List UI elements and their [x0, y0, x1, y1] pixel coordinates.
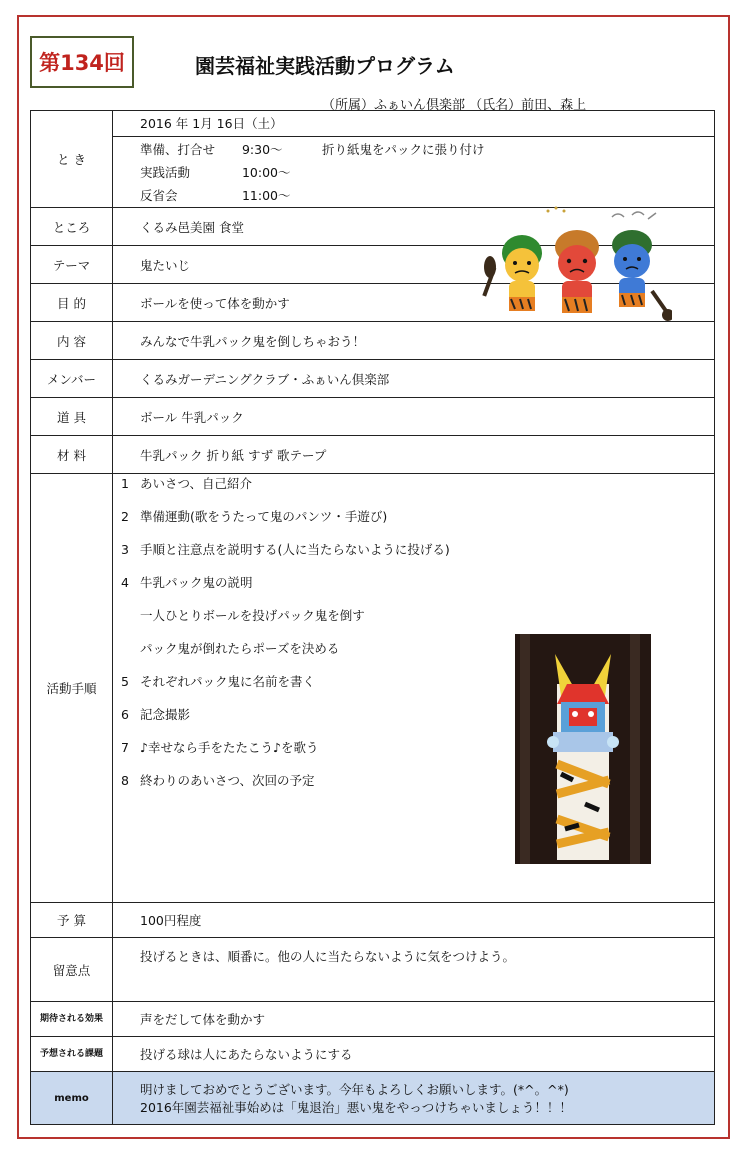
kadai-label: 予想される課題 — [39, 1048, 103, 1059]
step-item: 6 記念撮影 — [121, 707, 191, 722]
step-item: 7 ♪幸せなら手をたたこう♪を歌う — [121, 740, 319, 755]
yosan-label: 予 算 — [31, 903, 113, 938]
dougu-label: 道 具 — [31, 398, 113, 436]
memo-line-1: 明けましておめでとうございます。今年もよろしくお願いします。(*^。^*) — [140, 1082, 569, 1097]
milk-carton-oni-photo — [515, 634, 651, 864]
session-badge: 第134回 — [30, 36, 134, 88]
kadai-value: 投げる球は人にあたらないようにする — [113, 1037, 715, 1072]
oni-yellow — [482, 235, 542, 311]
kouka-label: 期待される効果 — [39, 1013, 103, 1024]
member-value: くるみガーデニングクラブ・ふぁいん倶楽部 — [113, 360, 715, 398]
toki-date: 2016 年 1月 16日（土） — [113, 112, 714, 137]
toki-schedule — [113, 137, 714, 207]
oni-red — [547, 207, 600, 314]
ryuuiten-value: 投げるときは、順番に。他の人に当たらないように気をつけよう。 — [113, 938, 715, 1002]
step-item: 4 牛乳パック鬼の説明 — [121, 575, 253, 590]
schedule-item: 実践活動 10:00〜 — [140, 164, 291, 180]
theme-value: 鬼たいじ — [113, 246, 715, 284]
carton-oni-image — [515, 634, 651, 864]
kouka-value: 声をだして体を動かす — [113, 1002, 715, 1037]
schedule-item: 準備、打合せ 9:30〜 折り紙鬼をパックに張り付け — [140, 141, 485, 157]
naiyou-label: 内 容 — [31, 322, 113, 360]
tokoro-label: ところ — [31, 208, 113, 246]
step-item: 5 それぞれパック鬼に名前を書く — [121, 674, 316, 689]
affiliation: （所属）ふぁいん倶楽部 （氏名）前田、森上 — [322, 98, 587, 113]
step-item: 8 終わりのあいさつ、次回の予定 — [121, 773, 315, 788]
procedure-label: 活動手順 — [31, 474, 113, 903]
zairyou-value: 牛乳パック 折り紙 すず 歌テープ — [113, 436, 715, 474]
memo-label: memo — [31, 1072, 113, 1125]
naiyou-value: みんなで牛乳パック鬼を倒しちゃおう！ — [113, 322, 715, 360]
oni-blue — [612, 212, 672, 321]
yosan-value: 100円程度 — [113, 903, 715, 938]
memo-line-2: 2016年園芸福祉事始めは「鬼退治」悪い鬼をやっつけちゃいましょう！！！ — [140, 1100, 572, 1115]
toki-label: と き — [31, 111, 113, 208]
dougu-value: ボール 牛乳パック — [113, 398, 715, 436]
page-title: 園芸福祉実践活動プログラム — [195, 54, 455, 78]
zairyou-label: 材 料 — [31, 436, 113, 474]
mokuteki-label: 目 的 — [31, 284, 113, 322]
step-item: 一人ひとりボールを投げパック鬼を倒す — [140, 608, 365, 623]
mokuteki-value: ボールを使って体を動かす — [113, 284, 715, 322]
ryuuiten-label: 留意点 — [31, 938, 113, 1002]
tokoro-value: くるみ邑美園 食堂 — [113, 208, 715, 246]
step-item: 1 あいさつ、自己紹介 — [121, 476, 253, 491]
oni-illustration — [482, 205, 672, 330]
toki-row — [31, 111, 715, 208]
theme-label: テーマ — [31, 246, 113, 284]
schedule-item: 反省会 11:00〜 — [140, 187, 291, 203]
step-item: 2 準備運動(歌をうたって鬼のパンツ・手遊び) — [121, 509, 388, 524]
member-label: メンバー — [31, 360, 113, 398]
step-item: 3 手順と注意点を説明する(人に当たらないように投げる) — [121, 542, 450, 557]
step-item: パック鬼が倒れたらポーズを決める — [140, 641, 340, 656]
